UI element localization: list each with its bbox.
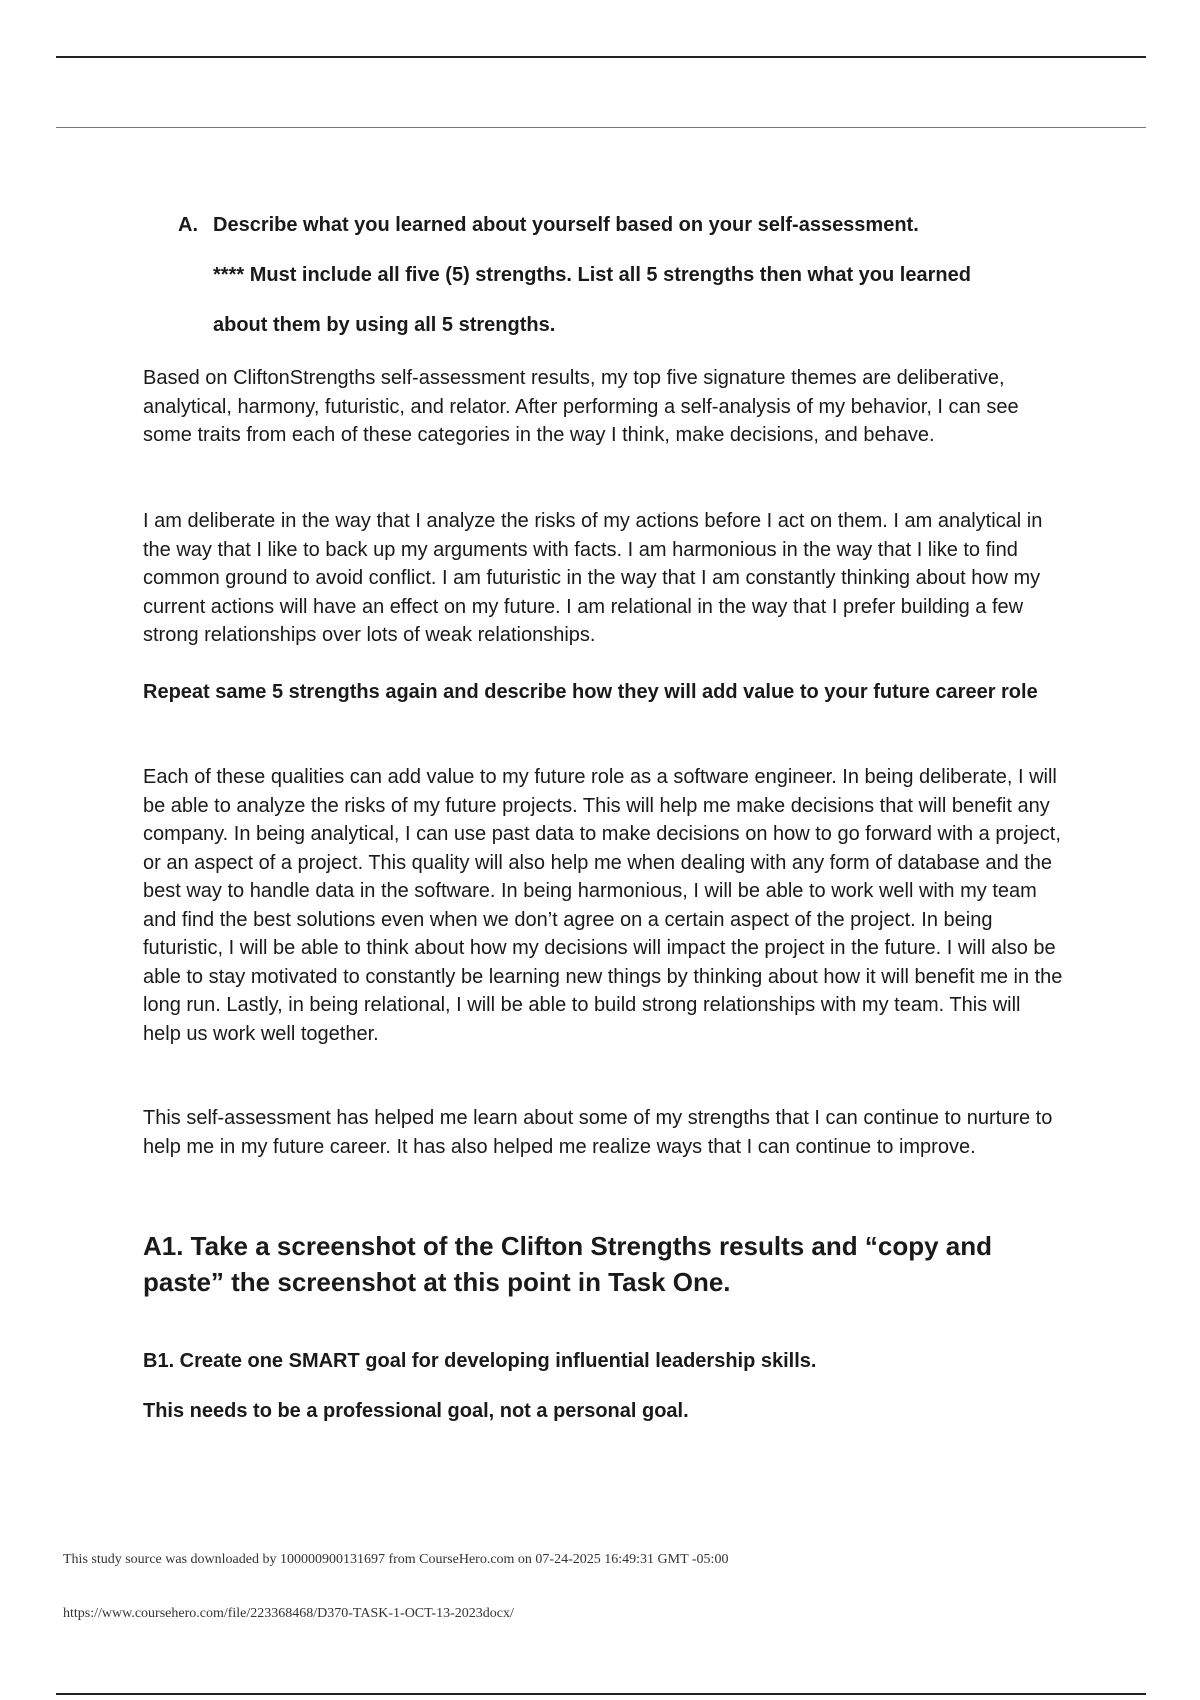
download-notice: This study source was downloaded by 100000900131697 from CourseHero.com on 07-24-2025 16:49:31 GMT -05:00 xyxy=(63,1552,729,1567)
question-a-line1: Describe what you learned about yourself based on your self-assessment. xyxy=(213,214,919,236)
question-a-line3: about them by using all 5 strengths. xyxy=(213,314,556,336)
question-b1-note: This needs to be a professional goal, not a personal goal. xyxy=(143,1400,689,1422)
question-a-marker: A. xyxy=(178,214,198,236)
career-subheading: Repeat same 5 strengths again and describe how they will add value to your future career role xyxy=(143,681,1038,703)
answer-paragraph-3: Each of these qualities can add value to my future role as a software engineer. In being deliberate, I will be able to analyze the risks of my future projects. This will help me make decisions that will benefit any company. In being analytical, I can use past data to make decisions on how to go forward with a project, or an aspect of a project. This quality will also help me when dealing with any form of database and the best way to handle data in the software. In being harmonious, I will be able to work well with my team and find the best solutions even when we don’t agree on a certain aspect of the project. In being futuristic, I will be able to think about how my decisions will impact the project in the future. I will also be able to stay motivated to constantly be learning new things by thinking about how it will benefit me in the long run. Lastly, in being relational, I will be able to build strong relationships with my team. This will help us work well together. xyxy=(143,766,1063,1045)
heading-a1: A1. Take a screenshot of the Clifton Strengths results and “copy and paste” the screenshot at this point in Task One. xyxy=(143,1231,993,1297)
question-a-line2: **** Must include all five (5) strengths. List all 5 strengths then what you learned xyxy=(213,264,971,286)
top-rule xyxy=(56,56,1146,58)
header-rule xyxy=(56,127,1146,128)
source-url[interactable]: https://www.coursehero.com/file/223368468/D370-TASK-1-OCT-13-2023docx/ xyxy=(63,1606,514,1621)
bottom-rule xyxy=(56,1693,1146,1695)
answer-paragraph-4: This self-assessment has helped me learn about some of my strengths that I can continue to nurture to help me in my future career. It has also helped me realize ways that I can continue to improve. xyxy=(143,1107,1053,1158)
question-b1-title: B1. Create one SMART goal for developing influential leadership skills. xyxy=(143,1350,817,1372)
question-a xyxy=(178,214,919,237)
answer-paragraph-2: I am deliberate in the way that I analyze the risks of my actions before I act on them. I am analytical in the way that I like to back up my arguments with facts. I am harmonious in the way that I like to find common ground to avoid conflict. I am futuristic in the way that I am constantly thinking about how my current actions will have an effect on my future. I am relational in the way that I prefer building a few strong relationships over lots of weak relationships. xyxy=(143,510,1043,646)
answer-paragraph-1: Based on CliftonStrengths self-assessment results, my top five signature themes are deliberative, analytical, harmony, futuristic, and relator. After performing a self-analysis of my behavior, I can see some traits from each of these categories in the way I think, make decisions, and behave. xyxy=(143,367,1019,446)
